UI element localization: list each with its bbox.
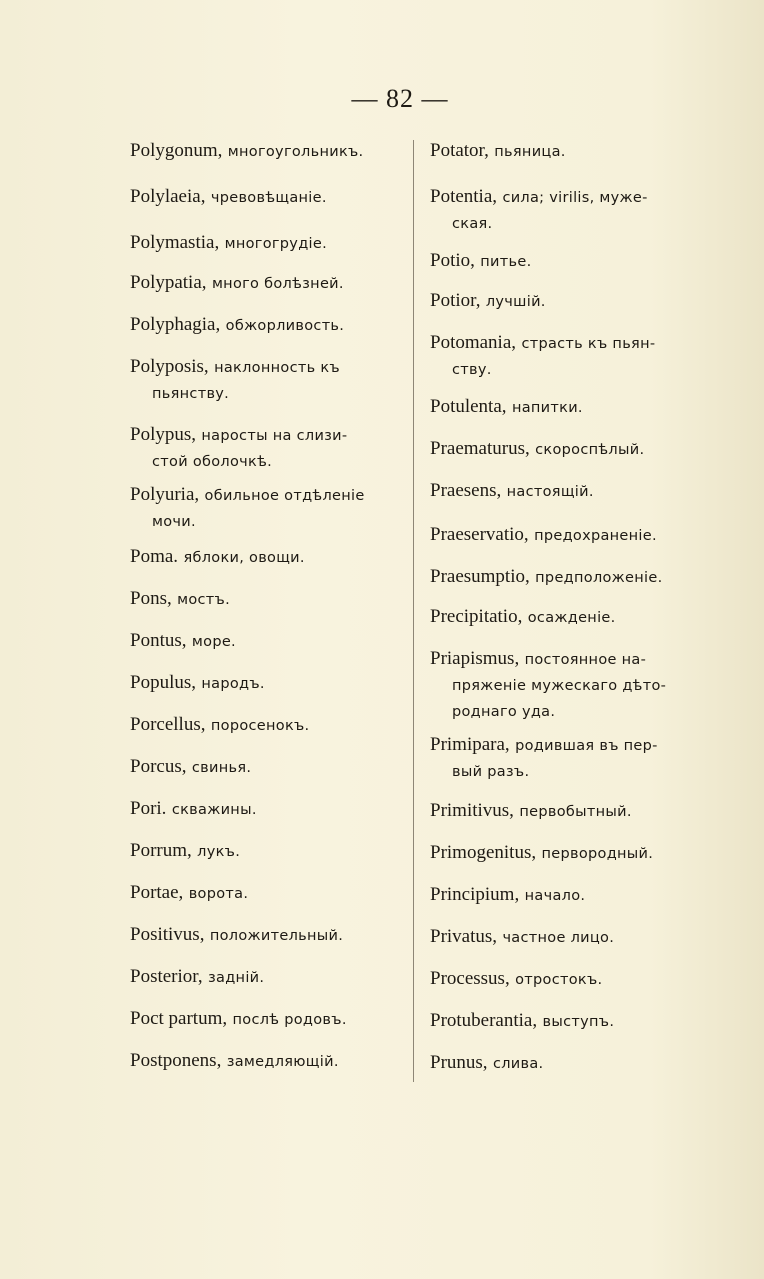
entry-term: Potentia, <box>430 186 498 207</box>
entry-definition: чревовѣщаніе. <box>210 190 327 206</box>
entry-term: Protuberantia, <box>430 1010 538 1031</box>
dictionary-entry <box>130 482 406 535</box>
entry-definition: море. <box>191 634 236 650</box>
dictionary-entry <box>130 422 406 475</box>
entry-term: Priapismus, <box>430 648 520 669</box>
entry-term: Praeservatio, <box>430 524 529 545</box>
dictionary-entry <box>430 924 708 951</box>
entry-term: Polymastia, <box>130 232 220 253</box>
dictionary-entry <box>430 330 708 383</box>
entry-definition: осажденіе. <box>527 610 616 626</box>
entry-term: Polypatia, <box>130 272 207 293</box>
entry-term: Porcellus, <box>130 714 206 735</box>
dictionary-entry <box>430 248 708 275</box>
dictionary-entry <box>130 312 406 339</box>
entry-term: Primitivus, <box>430 800 514 821</box>
page-number: — 82 — <box>351 84 449 113</box>
dictionary-entry <box>430 732 708 785</box>
entry-term: Principium, <box>430 884 520 905</box>
dictionary-entry <box>130 138 406 165</box>
entry-definition: поросенокъ. <box>210 718 310 734</box>
entry-definition: питье. <box>480 254 532 270</box>
entry-definition: скважины. <box>171 802 257 818</box>
entry-term: Porrum, <box>130 840 192 861</box>
dictionary-entry <box>430 840 708 867</box>
entry-definition: предохраненіе. <box>534 528 657 544</box>
dictionary-entry <box>430 564 708 591</box>
entry-term: Primogenitus, <box>430 842 537 863</box>
entry-term: Potior, <box>430 290 481 311</box>
entry-term: Postponens, <box>130 1050 222 1071</box>
entry-definition-continuation: ству. <box>452 362 492 378</box>
entry-term: Praesens, <box>430 480 502 501</box>
dictionary-entry <box>130 1048 406 1075</box>
dictionary-entry <box>430 436 708 463</box>
dictionary-entry <box>430 966 708 993</box>
entry-term: Poma. <box>130 546 179 567</box>
dictionary-entry <box>130 628 406 655</box>
column-divider <box>413 140 414 1082</box>
entry-term: Primipara, <box>430 734 510 755</box>
entry-definition: слива. <box>492 1056 544 1072</box>
entry-definition: лучшій. <box>485 294 546 310</box>
entry-term: Polylaeia, <box>130 186 206 207</box>
entry-definition: первобытный. <box>519 804 632 820</box>
entry-definition: страсть къ пьян- <box>521 336 656 352</box>
dictionary-entry <box>430 184 708 237</box>
entry-term: Potomania, <box>430 332 517 353</box>
dictionary-entry <box>430 1050 708 1077</box>
entry-definition: свинья. <box>191 760 252 776</box>
entry-term: Pons, <box>130 588 172 609</box>
entry-term: Polyuria, <box>130 484 200 505</box>
entry-definition: многоугольникъ. <box>227 144 364 160</box>
dictionary-entry <box>130 922 406 949</box>
entry-definition: наросты на слизи- <box>201 428 348 444</box>
entry-term: Polygonum, <box>130 140 223 161</box>
entry-definition: родившая въ пер- <box>515 738 658 754</box>
entry-definition: положительный. <box>209 928 344 944</box>
dictionary-entry <box>130 354 406 407</box>
entry-definition: обжорливость. <box>225 318 345 334</box>
entry-term: Polypus, <box>130 424 196 445</box>
entry-term: Pori. <box>130 798 167 819</box>
entry-definition: настоящій. <box>506 484 594 500</box>
dictionary-entry <box>430 478 708 505</box>
entry-definition: постоянное на- <box>524 652 647 668</box>
entry-definition: первородный. <box>541 846 654 862</box>
entry-term: Potulenta, <box>430 396 507 417</box>
dictionary-entry <box>130 230 406 257</box>
entry-definition: наклонность къ <box>214 360 340 376</box>
dictionary-entry <box>430 1008 708 1035</box>
dictionary-entry <box>430 646 708 725</box>
entry-definition: мостъ. <box>177 592 231 608</box>
entry-term: Positivus, <box>130 924 205 945</box>
dictionary-entry <box>430 138 708 165</box>
dictionary-entry <box>430 882 708 909</box>
entry-definition: народъ. <box>201 676 265 692</box>
entry-definition: отростокъ. <box>515 972 603 988</box>
dictionary-entry <box>130 838 406 865</box>
entry-term: Potio, <box>430 250 475 271</box>
dictionary-entry <box>130 964 406 991</box>
entry-definition-continuation: вый разъ. <box>452 764 530 780</box>
dictionary-entry <box>130 184 406 211</box>
entry-term: Posterior, <box>130 966 203 987</box>
entry-definition: сила; virilis, муже- <box>502 190 648 206</box>
entry-definition: замедляющій. <box>226 1054 339 1070</box>
entry-definition: послѣ родовъ. <box>232 1012 347 1028</box>
entry-term: Processus, <box>430 968 510 989</box>
entry-term: Portae, <box>130 882 184 903</box>
dictionary-entry <box>130 880 406 907</box>
entry-term: Populus, <box>130 672 196 693</box>
entry-definition: начало. <box>524 888 586 904</box>
entry-term: Poct partum, <box>130 1008 228 1029</box>
entry-term: Praesumptio, <box>430 566 530 587</box>
entry-term: Precipitatio, <box>430 606 523 627</box>
entry-definition-continuation: пряженіе мужескаго дѣто- роднаго уда. <box>452 678 667 720</box>
entry-definition: задній. <box>208 970 265 986</box>
entry-definition-continuation: мочи. <box>152 514 196 530</box>
dictionary-entry <box>130 754 406 781</box>
dictionary-entry <box>130 712 406 739</box>
entry-definition: частное лицо. <box>502 930 615 946</box>
entry-definition: напитки. <box>511 400 583 416</box>
entry-term: Prunus, <box>430 1052 488 1073</box>
dictionary-entry <box>430 798 708 825</box>
entry-term: Polyposis, <box>130 356 209 377</box>
entry-definition: яблоки, овощи. <box>183 550 305 566</box>
entry-definition: пьяница. <box>494 144 566 160</box>
entry-definition: выступъ. <box>542 1014 615 1030</box>
entry-definition: многогрудіе. <box>224 236 327 252</box>
dictionary-entry <box>430 522 708 549</box>
dictionary-entry <box>430 604 708 631</box>
entry-definition: лукъ. <box>197 844 241 860</box>
entry-definition-continuation: пьянству. <box>152 386 230 402</box>
entry-term: Polyphagia, <box>130 314 221 335</box>
dictionary-entry <box>130 544 406 571</box>
entry-term: Porcus, <box>130 756 187 777</box>
dictionary-entry <box>130 270 406 297</box>
entry-term: Privatus, <box>430 926 498 947</box>
entry-term: Pontus, <box>130 630 187 651</box>
entry-definition-continuation: ская. <box>452 216 493 232</box>
entry-definition: скороспѣлый. <box>535 442 645 458</box>
entry-definition: много болѣзней. <box>211 276 344 292</box>
dictionary-entry <box>130 586 406 613</box>
entry-definition: ворота. <box>188 886 249 902</box>
dictionary-entry <box>130 796 406 823</box>
entry-term: Potator, <box>430 140 489 161</box>
entry-term: Praematurus, <box>430 438 530 459</box>
entry-definition: предположеніе. <box>535 570 663 586</box>
dictionary-entry <box>130 670 406 697</box>
dictionary-entry <box>430 394 708 421</box>
dictionary-entry <box>430 288 708 315</box>
entry-definition-continuation: стой оболочкѣ. <box>152 454 273 470</box>
dictionary-entry <box>130 1006 406 1033</box>
entry-definition: обильное отдѣленіе <box>204 488 365 504</box>
